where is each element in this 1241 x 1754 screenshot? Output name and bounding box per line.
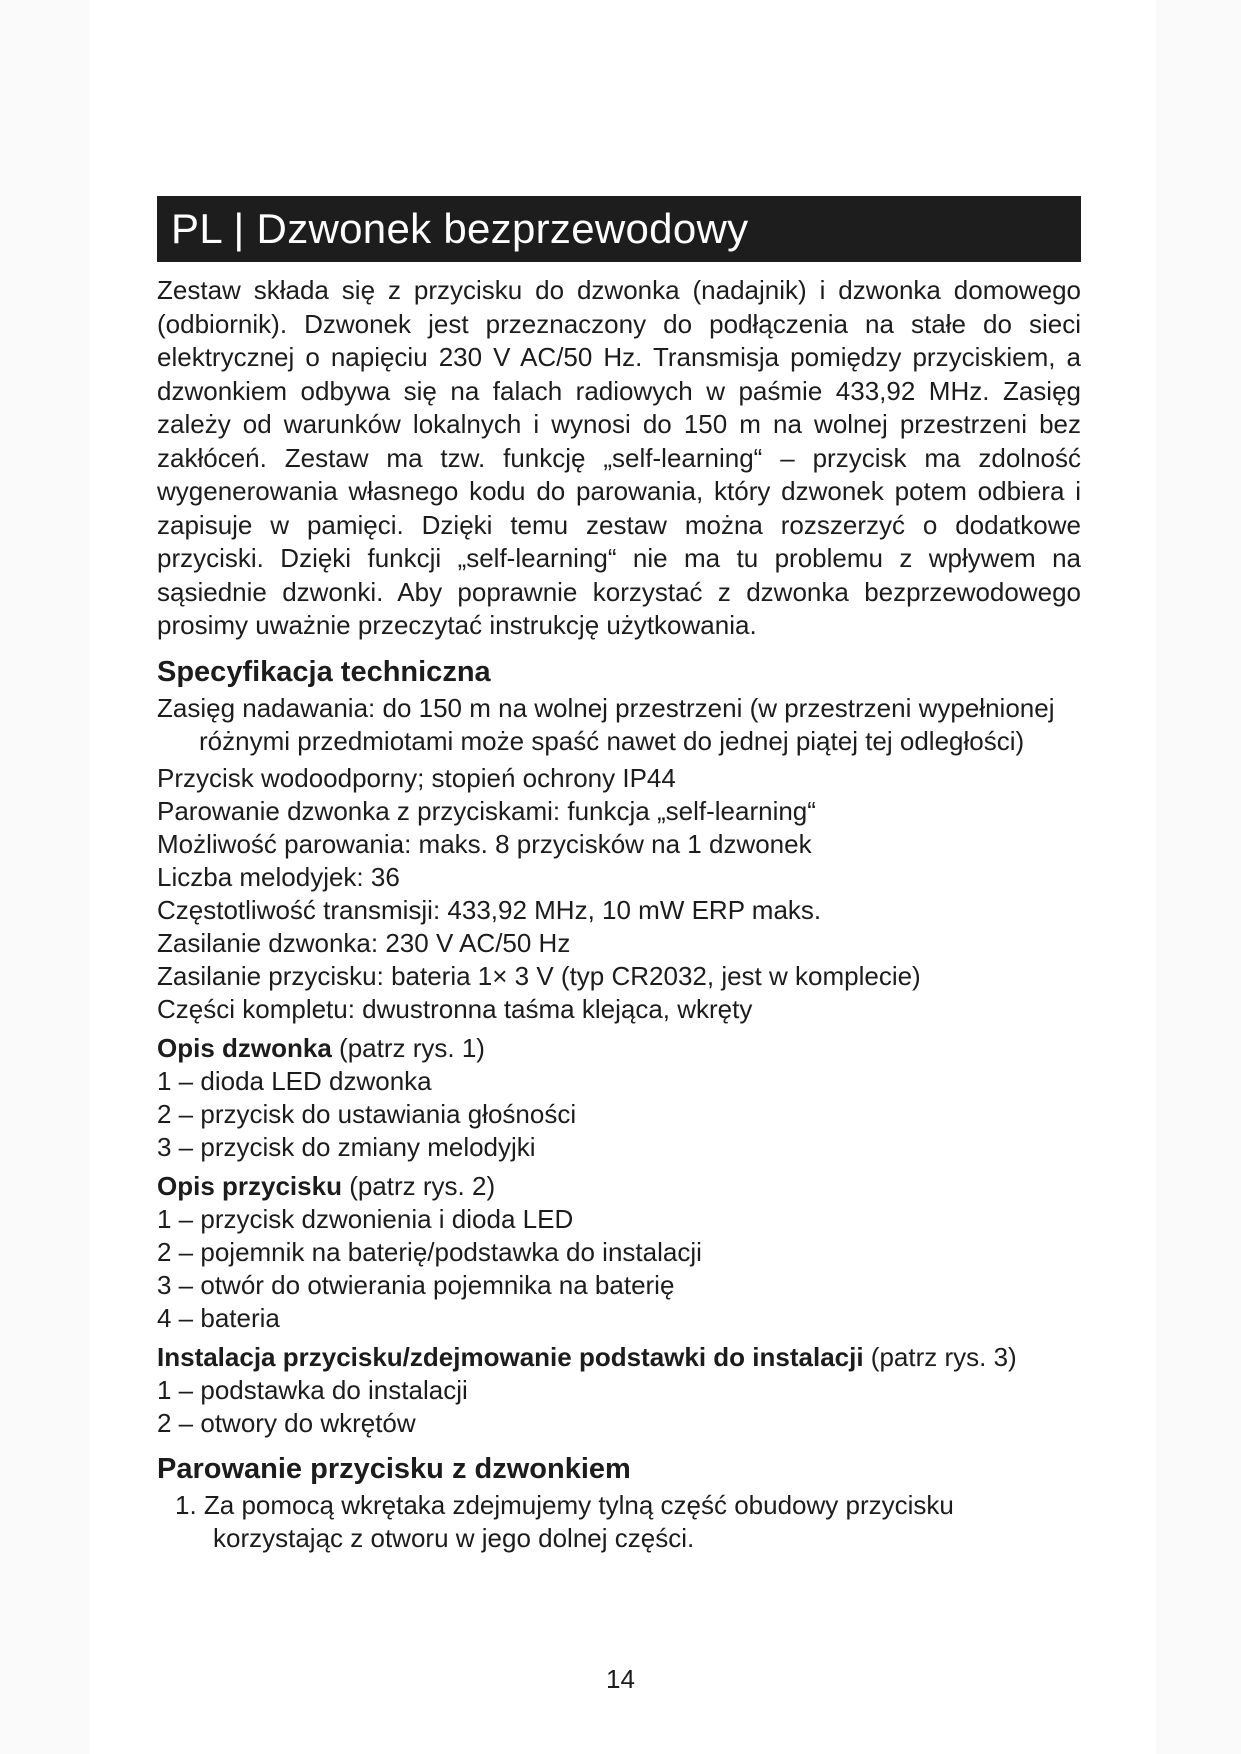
bell-description-heading <box>157 1032 1081 1065</box>
spec-item: Zasięg nadawania: do 150 m na wolnej przestrzeni (w przestrzeni wypełnionej różnymi przedmiotami może spaść nawet do jednej piątej tej odległości) <box>157 692 1055 756</box>
list-item: 1 – podstawka do instalacji <box>157 1374 468 1405</box>
install-heading-ref: (patrz rys. 3) <box>863 1341 1017 1372</box>
spec-item: Możliwość parowania: maks. 8 przycisków na 1 dzwonek <box>157 828 812 859</box>
button-description <box>157 1170 1081 1335</box>
list-item: 3 – przycisk do zmiany melodyjki <box>157 1131 536 1162</box>
button-heading-ref: (patrz rys. 2) <box>341 1170 496 1201</box>
install-description <box>157 1341 1081 1440</box>
list-item: 1 – dioda LED dzwonka <box>157 1065 432 1096</box>
page-content <box>157 196 1081 1555</box>
bell-description <box>157 1032 1081 1164</box>
list-item: 3 – otwór do otwierania pojemnika na baterię <box>157 1269 675 1300</box>
list-item: 2 – przycisk do ustawiania głośności <box>157 1098 577 1129</box>
spec-item: Parowanie dzwonka z przyciskami: funkcja „self-learning“ <box>157 795 816 826</box>
intro-paragraph: Zestaw składa się z przycisku do dzwonka (nadajnik) i dzwonka domowego (odbiornik). Dzwonek jest przeznaczony do podłączenia na stałe do sieci elektrycznej o napięciu 230 V AC/50 Hz. Transmisja pomiędzy przyciskiem, a dzwonkiem odbywa się na falach radiowych w paśmie 433,92 MHz. Zasięg zależy od warunków lokalnych i wynosi do 150 m na wolnej przestrzeni bez zakłóceń. Zestaw ma tzw. funkcję „self-learning“ – przycisk ma zdolność wygenerowania własnego kodu do parowania, który dzwonek potem odbiera i zapisuje w pamięci. Dzięki temu zestaw można rozszerzyć o dodatkowe przyciski. Dzięki funkcji „self-learning“ nie ma tu problemu z wpływem na sąsiednie dzwonki. Aby poprawnie korzystać z dzwonka bezprzewodowego prosimy uważnie przeczytać instrukcję użytkowania. <box>157 275 1081 640</box>
button-description-heading <box>157 1170 1081 1203</box>
list-item: 1 – przycisk dzwonienia i dioda LED <box>157 1203 574 1234</box>
bell-items <box>157 1065 1081 1164</box>
spec-list <box>157 692 1081 1026</box>
spec-item: Części kompletu: dwustronna taśma klejąca, wkręty <box>157 993 753 1024</box>
list-item: 4 – bateria <box>157 1302 280 1333</box>
spec-item: Liczba melodyjek: 36 <box>157 861 400 892</box>
button-items <box>157 1203 1081 1335</box>
button-heading-bold: Opis przycisku <box>157 1170 342 1201</box>
install-description-heading <box>157 1341 1081 1374</box>
install-heading-bold: Instalacja przycisku/zdejmowanie podstawki do instalacji <box>157 1341 864 1372</box>
page-margin-right <box>1156 0 1241 1754</box>
spec-item: Częstotliwość transmisji: 433,92 MHz, 10 mW ERP maks. <box>157 894 822 925</box>
page-margin-left <box>0 0 90 1754</box>
spec-item: Przycisk wodoodporny; stopień ochrony IP44 <box>157 762 676 793</box>
list-item: 2 – otwory do wkrętów <box>157 1407 416 1438</box>
page-number: 14 <box>606 1664 635 1694</box>
pairing-steps <box>157 1489 1081 1555</box>
list-item: 2 – pojemnik na baterię/podstawka do instalacji <box>157 1236 702 1267</box>
pairing-step: 1. Za pomocą wkrętaka zdejmujemy tylną część obudowy przycisku korzystając z otworu w jego dolnej części. <box>175 1489 954 1553</box>
bell-heading-ref: (patrz rys. 1) <box>331 1032 485 1063</box>
bell-heading-bold: Opis dzwonka <box>157 1032 332 1063</box>
install-items <box>157 1374 1081 1440</box>
pairing-heading: Parowanie przycisku z dzwonkiem <box>157 1452 631 1485</box>
spec-heading: Specyfikacja techniczna <box>157 655 491 688</box>
spec-item: Zasilanie przycisku: bateria 1× 3 V (typ CR2032, jest w komplecie) <box>157 960 921 991</box>
page-title: PL | Dzwonek bezprzewodowy <box>157 196 1081 262</box>
spec-item: Zasilanie dzwonka: 230 V AC/50 Hz <box>157 927 571 958</box>
